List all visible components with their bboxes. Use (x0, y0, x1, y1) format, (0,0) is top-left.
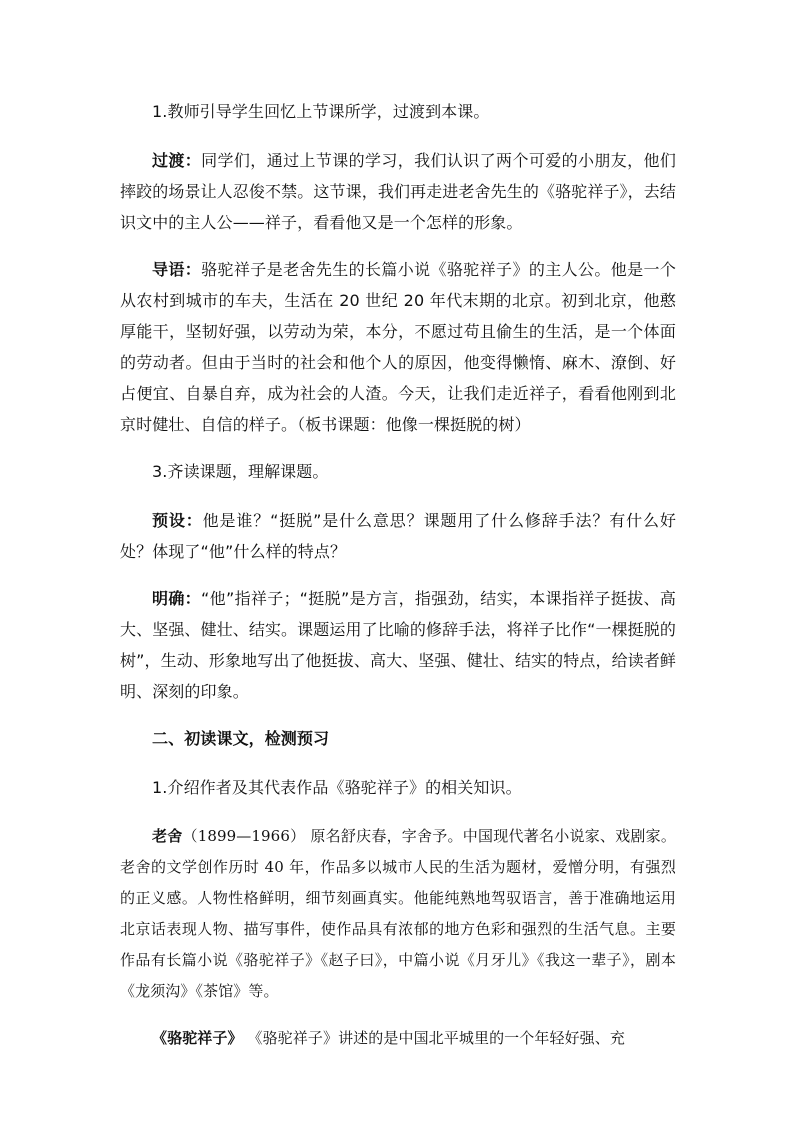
document-body (120, 96, 676, 1054)
step-3-text: 3.齐读课题，理解课题。 (152, 462, 329, 481)
introduction-text: 骆驼祥子是老舍先生的长篇小说《骆驼祥子》的主人公。他是一个从农村到城市的车夫，生活在 20 世纪 20 年代末期的北京。初到北京，他憨厚能干，坚韧好强，以劳动为荣，本分，不愿过苟且偷生的生活，是一个体面的劳动者。但由于当时的社会和他个人的原因，他变得懒惰、麻木、潦倒、好占便宜、自暴自弃，成为社会的人渣。今天，让我们走近祥子，看看他刚到北京时健壮、自信的样子。（板书课题：他像一棵挺脱的树） (120, 260, 676, 434)
clarification-label: 明确： (152, 589, 201, 608)
section-2-heading (120, 723, 676, 754)
rickshaw-boy-paragraph (120, 1023, 676, 1054)
rickshaw-boy-text: 《骆驼祥子》讲述的是中国北平城里的一个年轻好强、充 (242, 1029, 625, 1047)
step-1-text: 1.教师引导学生回忆上节课所学，过渡到本课。 (152, 102, 490, 121)
preset-text: 他是谁？“挺脱”是什么意思？课题用了什么修辞手法？有什么好处？体现了“他”什么样的特点？ (120, 511, 676, 561)
transition-label: 过渡： (152, 151, 202, 170)
step-1-author-intro (120, 772, 676, 803)
transition-paragraph (120, 145, 676, 238)
preset-questions-paragraph (120, 505, 676, 567)
author-intro-text: 1.介绍作者及其代表作品《骆驼祥子》的相关知识。 (152, 778, 522, 797)
section-2-title: 二、初读课文，检测预习 (152, 729, 330, 748)
lao-she-bio-paragraph (120, 821, 676, 1007)
step-1-recall (120, 96, 676, 127)
lao-she-bio-text: （1899—1966） 原名舒庆春，字舍予。中国现代著名小说家、戏剧家。老舍的文学创作历时 40 年，作品多以城市人民的生活为题材，爱憎分明，有强烈的正义感。人物性格鲜明，细节刻画真实。他能纯熟地驾驭语言，善于准确地运用北京话表现人物、描写事件，使作品具有浓郁的地方色彩和强烈的生活气息。主要作品有长篇小说《骆驼祥子》《赵子曰》，中篇小说《月牙儿》《我这一辈子》，剧本《龙须沟》《茶馆》等。 (120, 827, 676, 1000)
lao-she-label: 老舍 (152, 827, 183, 845)
transition-text: 同学们，通过上节课的学习，我们认识了两个可爱的小朋友，他们摔跤的场景让人忍俊不禁。这节课，我们再走进老舍先生的《骆驼祥子》，去结识文中的主人公——祥子，看看他又是一个怎样的形象。 (120, 151, 676, 232)
introduction-paragraph (120, 254, 676, 440)
preset-label: 预设： (152, 511, 203, 530)
clarification-text: “他”指祥子；“挺脱”是方言，指强劲，结实，本课指祥子挺拔、高大、坚强、健壮、结实。课题运用了比喻的修辞手法，将祥子比作“一棵挺脱的树”，生动、形象地写出了他挺拔、高大、坚强、健壮、结实的特点，给读者鲜明、深刻的印象。 (120, 589, 676, 701)
introduction-label: 导语： (152, 260, 202, 279)
step-3-read-title (120, 456, 676, 487)
rickshaw-boy-label: 《骆驼祥子》 (152, 1029, 243, 1047)
clarification-paragraph (120, 583, 676, 707)
